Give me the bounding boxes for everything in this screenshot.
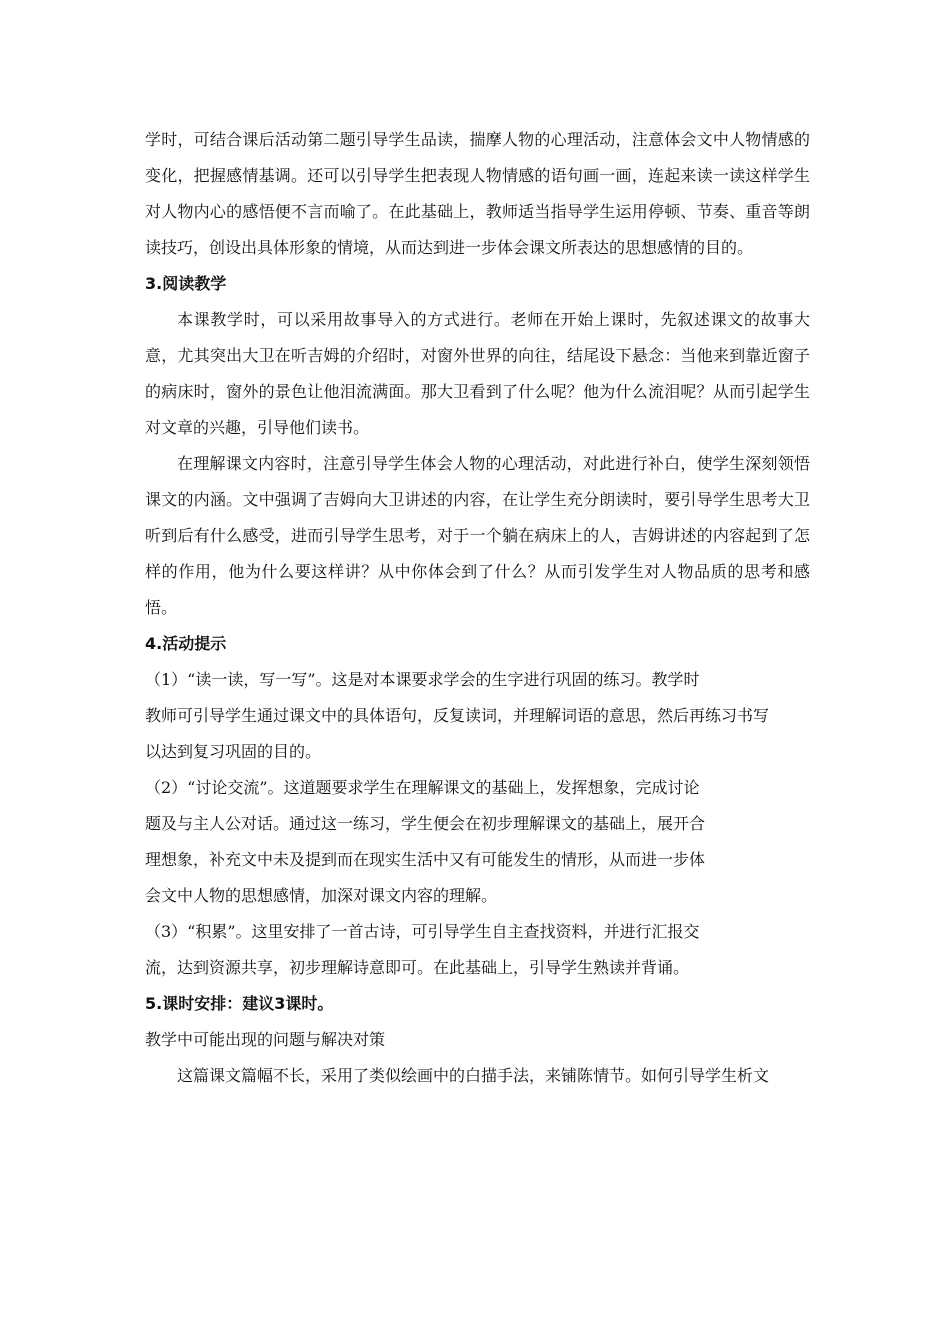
intro-paragraph: 学时，可结合课后活动第二题引导学生品读，揣摩人物的心理活动，注意体会文中人物情感的变化，把握感情基调。还可以引导学生把表现人物情感的语句画一画，连起来读一读这样学生对人物内心的感悟便不言而喻了。在此基础上，教师适当指导学生运用停顿、节奏、重音等朗读技巧，创设出具体形象的情境，从而达到进一步体会课文所表达的思想感情的目的。	[145, 130, 810, 257]
activity-item-1	[145, 662, 810, 770]
document-body	[145, 122, 810, 1094]
section-3-heading: 3.阅读教学	[145, 274, 227, 293]
activity-item-1-line-1: （1）“读一读，写一写”。这是对本课要求学会的生字进行巩固的练习。教学时	[145, 670, 700, 689]
section-3-paragraph-2: 在理解课文内容时，注意引导学生体会人物的心理活动，对此进行补白，使学生深刻领悟课文的内涵。文中强调了吉姆向大卫讲述的内容，在让学生充分朗读时，要引导学生思考大卫听到后有什么感受，进而引导学生思考，对于一个躺在病床上的人，吉姆讲述的内容起到了怎样的作用，他为什么要这样讲？从中你体会到了什么？从而引发学生对人物品质的思考和感悟。	[145, 454, 810, 617]
activity-item-3	[145, 914, 810, 986]
activity-item-2-line-2: 题及与主人公对话。通过这一练习，学生便会在初步理解课文的基础上，展开合	[145, 814, 706, 833]
activity-item-3-line-2: 流，达到资源共享，初步理解诗意即可。在此基础上，引导学生熟读并背诵。	[145, 958, 690, 977]
activity-item-2-line-4: 会文中人物的思想感情，加深对课文内容的理解。	[145, 886, 498, 905]
section-3-paragraph-1: 本课教学时，可以采用故事导入的方式进行。老师在开始上课时，先叙述课文的故事大意，尤其突出大卫在听吉姆的介绍时，对窗外世界的向往，结尾设下悬念：当他来到靠近窗子的病床时，窗外的景色让他泪流满面。那大卫看到了什么呢？他为什么流泪呢？从而引起学生对文章的兴趣，引导他们读书。	[145, 310, 810, 437]
activity-item-2-line-1: （2）“讨论交流”。这道题要求学生在理解课文的基础上，发挥想象，完成讨论	[145, 778, 700, 797]
problems-heading: 教学中可能出现的问题与解决对策	[145, 1030, 386, 1049]
problems-paragraph: 这篇课文篇幅不长，采用了类似绘画中的白描手法，来铺陈情节。如何引导学生析文	[177, 1066, 770, 1085]
section-4-heading: 4.活动提示	[145, 634, 227, 653]
activity-item-2-line-3: 理想象，补充文中未及提到而在现实生活中又有可能发生的情形，从而进一步体	[145, 850, 706, 869]
activity-item-1-line-2: 教师可引导学生通过课文中的具体语句，反复读词，并理解词语的意思，然后再练习书写	[145, 706, 770, 725]
activity-item-1-line-3: 以达到复习巩固的目的。	[145, 742, 322, 761]
section-5-heading: 5.课时安排：建议3课时。	[145, 994, 334, 1013]
activity-item-3-line-1: （3）“积累”。这里安排了一首古诗，可引导学生自主查找资料，并进行汇报交	[145, 922, 700, 941]
activity-item-2	[145, 770, 810, 914]
